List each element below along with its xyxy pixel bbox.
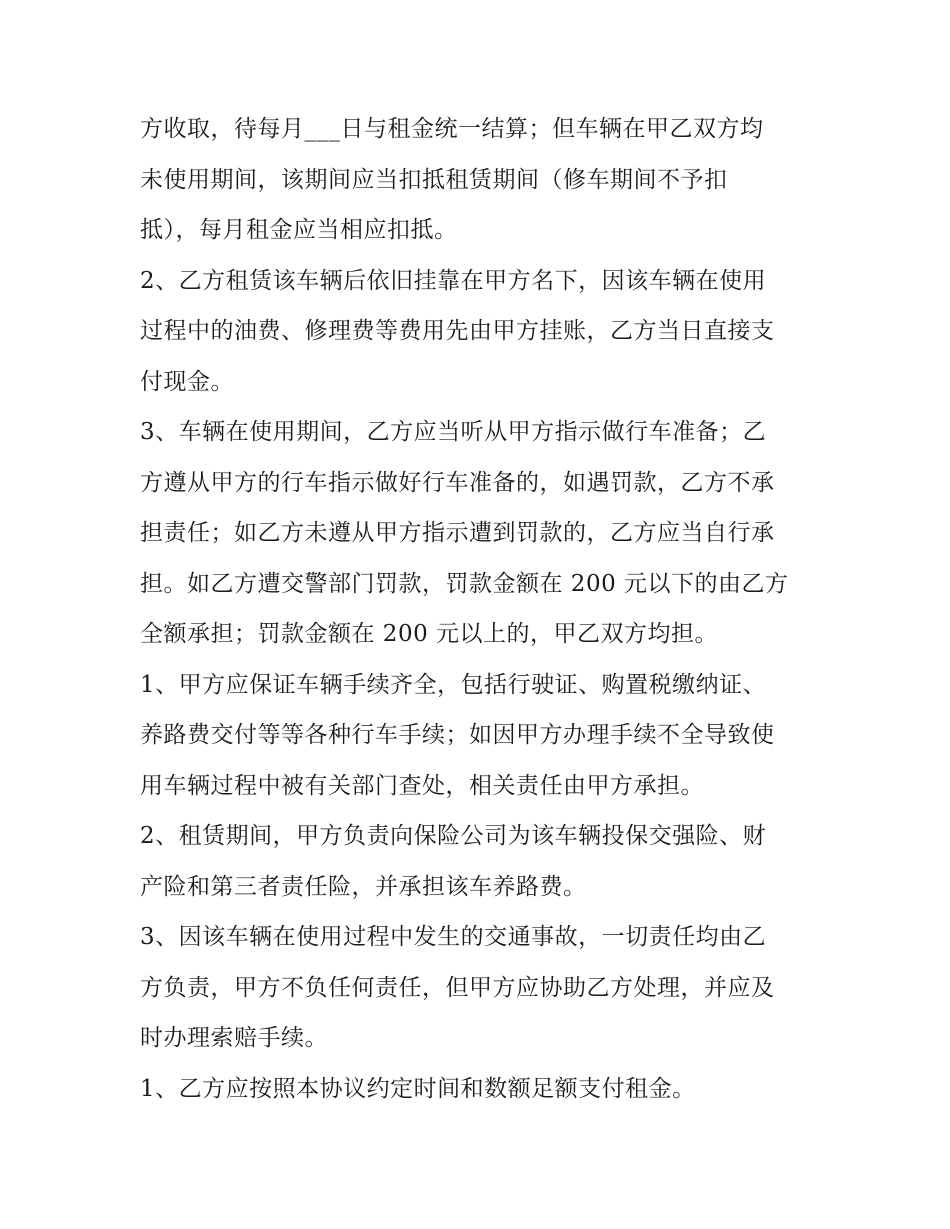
text-line: 未使用期间，该期间应当扣抵租赁期间（修车期间不予扣: [140, 166, 728, 193]
text-line: 方遵从甲方的行车指示做好行车准备的，如遇罚款，乙方不承: [140, 469, 775, 496]
document-body: [140, 104, 820, 1114]
text-line: 抵），每月租金应当相应扣抵。: [140, 217, 458, 243]
text-line: 用车辆过程中被有关部门查处，相关责任由甲方承担。: [140, 772, 704, 799]
text-line: 3、车辆在使用期间，乙方应当听从甲方指示做行车准备；乙: [140, 419, 767, 445]
paragraph-party-a-2: [140, 811, 820, 912]
paragraph-party-b-1: [140, 1064, 820, 1115]
text-line: 1、甲方应保证车辆手续齐全，包括行驶证、购置税缴纳证、: [140, 671, 767, 698]
text-line: 担。如乙方遭交警部门罚款，罚款金额在 200 元以下的由乙方: [140, 570, 789, 597]
text-line: 过程中的油费、修理费等费用先由甲方挂账，乙方当日直接支: [140, 318, 775, 344]
paragraph-clause-b3: [140, 407, 820, 660]
text-line: 3、因该车辆在使用过程中发生的交通事故，一切责任均由乙: [140, 924, 767, 950]
text-line: 时办理索赔手续。: [140, 1025, 328, 1051]
text-line: 方负责，甲方不负任何责任，但甲方应协助乙方处理，并应及: [140, 974, 775, 1001]
paragraph-clause-b2: [140, 256, 820, 408]
text-line: 产险和第三者责任险，并承担该车养路费。: [140, 873, 587, 900]
text-line: 方收取，待每月___日与租金统一结算；但车辆在甲乙双方均: [140, 116, 764, 142]
text-line: 1、乙方应按照本协议约定时间和数额足额支付租金。: [140, 1075, 696, 1102]
paragraph-party-a-3: [140, 912, 820, 1064]
text-line: 付现金。: [140, 368, 234, 395]
text-line: 2、租赁期间，甲方负责向保险公司为该车辆投保交强险、财: [140, 823, 767, 849]
text-line: 2、乙方租赁该车辆后依旧挂靠在甲方名下，因该车辆在使用: [140, 267, 767, 294]
text-line: 养路费交付等等各种行车手续；如因甲方办理手续不全导致使: [140, 722, 775, 748]
paragraph-settlement: [140, 104, 820, 256]
text-line: 全额承担；罚款金额在 200 元以上的，甲乙双方均担。: [140, 621, 719, 647]
paragraph-party-a-1: [140, 660, 820, 812]
text-line: 担责任；如乙方未遵从甲方指示遭到罚款的，乙方应当自行承: [140, 520, 775, 546]
